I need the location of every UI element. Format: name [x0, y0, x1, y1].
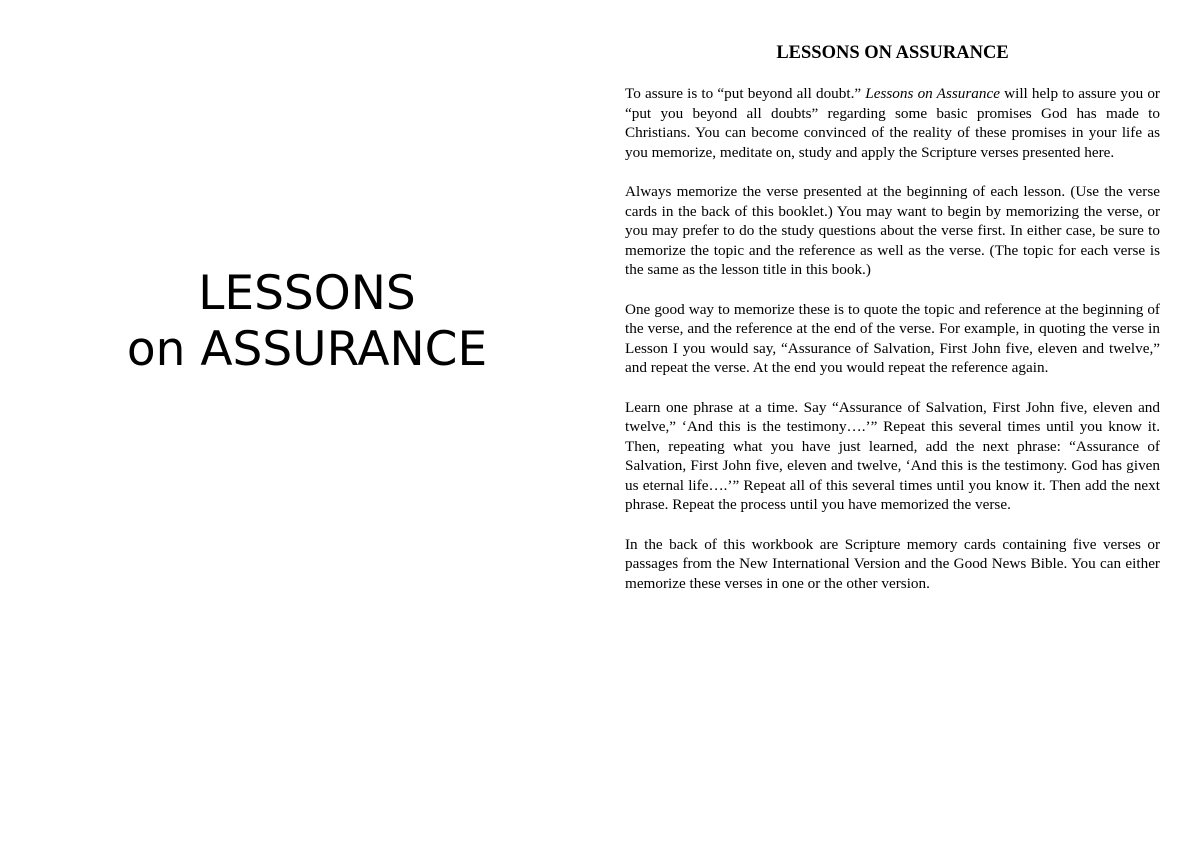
- paragraph-definition: [625, 84, 1160, 162]
- cover-title-line-2: on ASSURANCE: [126, 322, 488, 377]
- paragraph-definition-end: will help to assure you or “put you beyond all doubts” regarding some basic promises God has made to Christians. You can become convinced of the reality of these promises in your life as you memorize, meditate on, study and apply the Scripture verses presented here.: [625, 85, 1160, 161]
- paragraph-method: One good way to memorize these is to quote the topic and reference at the beginning of the verse, and the reference at the end of the verse. For example, in quoting the verse in Lesson I you would say, “Assurance of Salvation, First John five, eleven and twelve,” and repeat the verse. At the end you would repeat the reference again.: [625, 300, 1160, 377]
- paragraph-memorize: Always memorize the verse presented at the beginning of each lesson. (Use the verse cards in the back of this booklet.) You may want to begin by memorizing the verse, or you may prefer to do the study questions about the verse first. In either case, be sure to memorize the topic and the reference as well as the verse. (The topic for each verse is the same as the lesson title in this book.): [625, 182, 1160, 279]
- paragraph-phrase: Learn one phrase at a time. Say “Assurance of Salvation, First John five, eleven and twelve,” ‘And this is the testimony….’” Repeat this several times until you know it. Then, repeating what you have just learned, add the next phrase: “Assurance of Salvation, First John five, eleven and twelve, ‘And this is the testimony. God has given us eternal life….’” Repeat all of this several times until you know it. Then add the next phrase. Repeat the process until you have memorized the verse.: [625, 398, 1160, 514]
- paragraph-definition-start: To assure is to “put beyond all doubt.”: [625, 85, 866, 102]
- intro-page: [625, 42, 1160, 613]
- page-heading: LESSONS ON ASSURANCE: [776, 43, 1009, 63]
- cover-title: [0, 266, 614, 378]
- cover-title-line-1: LESSONS: [198, 266, 416, 321]
- book-title-italic: Lessons on Assurance: [865, 85, 1000, 102]
- paragraph-cards: In the back of this workbook are Scripture memory cards containing five verses or passages from the New International Version and the Good News Bible. You can either memorize these verses in one or the other version.: [625, 535, 1160, 592]
